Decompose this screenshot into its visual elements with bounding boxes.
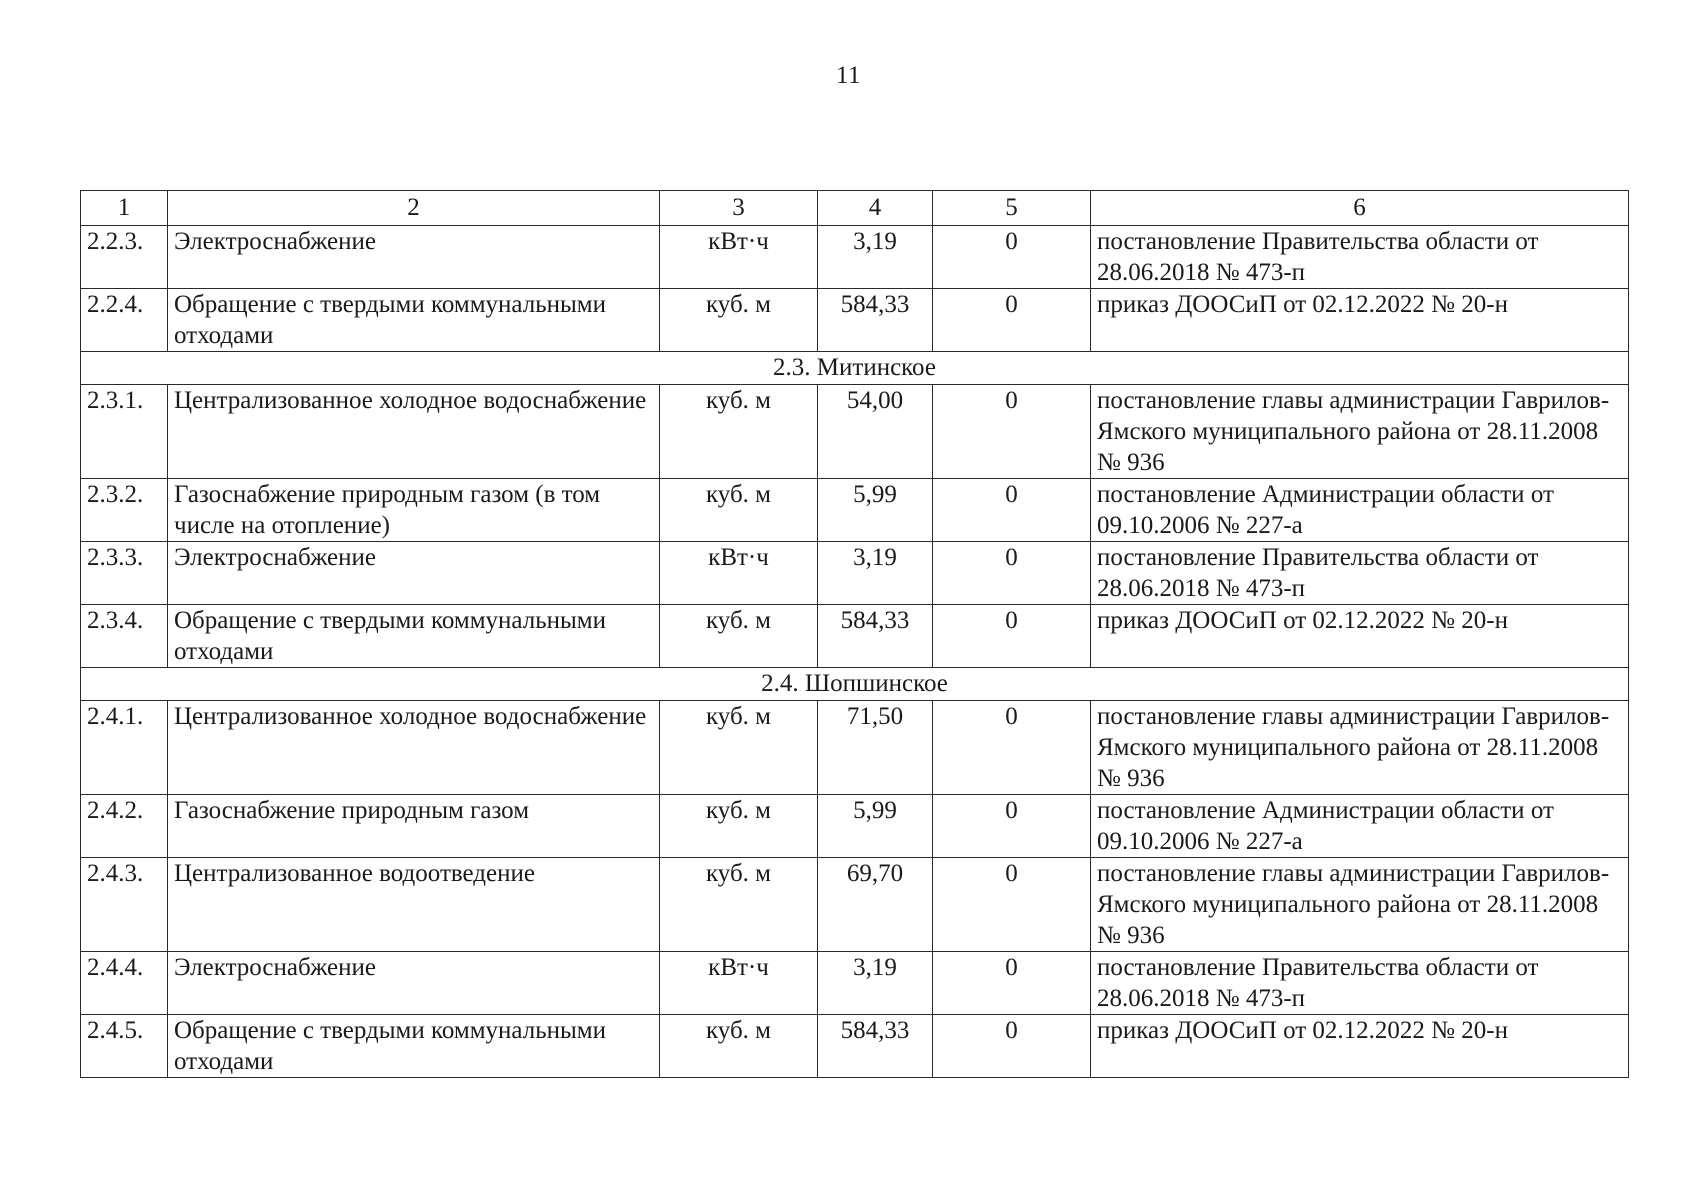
table-row bbox=[81, 542, 1629, 605]
change-cell: 0 bbox=[933, 226, 1091, 289]
legal-basis-cell: постановление Правительства области от 28.06.2018 № 473-п bbox=[1091, 226, 1629, 289]
table-row bbox=[81, 701, 1629, 795]
norm-value-cell: 54,00 bbox=[818, 385, 933, 479]
norm-value-cell: 584,33 bbox=[818, 605, 933, 668]
norm-value-cell: 5,99 bbox=[818, 479, 933, 542]
norm-value-cell: 584,33 bbox=[818, 289, 933, 352]
legal-basis-cell: постановление главы администрации Гаврилов-Ямского муниципального района от 28.11.2008 № 936 bbox=[1091, 385, 1629, 479]
change-cell: 0 bbox=[933, 858, 1091, 952]
norm-value-cell: 5,99 bbox=[818, 795, 933, 858]
table-row bbox=[81, 226, 1629, 289]
change-cell: 0 bbox=[933, 701, 1091, 795]
legal-basis-cell: постановление главы администрации Гаврилов-Ямского муниципального района от 28.11.2008 № 936 bbox=[1091, 701, 1629, 795]
section-header-row bbox=[81, 352, 1629, 385]
row-number-cell: 2.3.3. bbox=[81, 542, 168, 605]
column-number-row bbox=[81, 191, 1629, 226]
unit-cell: куб. м bbox=[660, 479, 818, 542]
row-number-cell: 2.4.5. bbox=[81, 1015, 168, 1078]
change-cell: 0 bbox=[933, 385, 1091, 479]
change-cell: 0 bbox=[933, 542, 1091, 605]
norm-value-cell: 69,70 bbox=[818, 858, 933, 952]
change-cell: 0 bbox=[933, 1015, 1091, 1078]
row-number-cell: 2.4.3. bbox=[81, 858, 168, 952]
table-row bbox=[81, 1015, 1629, 1078]
unit-cell: кВт·ч bbox=[660, 952, 818, 1015]
service-name-cell: Обращение с твердыми коммунальными отходами bbox=[168, 289, 660, 352]
unit-cell: куб. м bbox=[660, 1015, 818, 1078]
change-cell: 0 bbox=[933, 795, 1091, 858]
table-row bbox=[81, 289, 1629, 352]
column-number-cell: 1 bbox=[81, 191, 168, 226]
row-number-cell: 2.3.2. bbox=[81, 479, 168, 542]
row-number-cell: 2.2.4. bbox=[81, 289, 168, 352]
row-number-cell: 2.2.3. bbox=[81, 226, 168, 289]
service-name-cell: Обращение с твердыми коммунальными отходами bbox=[168, 605, 660, 668]
change-cell: 0 bbox=[933, 952, 1091, 1015]
row-number-cell: 2.4.4. bbox=[81, 952, 168, 1015]
legal-basis-cell: постановление Администрации области от 09.10.2006 № 227-а bbox=[1091, 479, 1629, 542]
service-name-cell: Газоснабжение природным газом bbox=[168, 795, 660, 858]
norm-value-cell: 584,33 bbox=[818, 1015, 933, 1078]
unit-cell: кВт·ч bbox=[660, 542, 818, 605]
row-number-cell: 2.4.1. bbox=[81, 701, 168, 795]
section-title: 2.4. Шопшинское bbox=[81, 668, 1629, 701]
table-row bbox=[81, 605, 1629, 668]
legal-basis-cell: приказ ДООСиП от 02.12.2022 № 20-н bbox=[1091, 1015, 1629, 1078]
norm-value-cell: 3,19 bbox=[818, 952, 933, 1015]
column-number-cell: 2 bbox=[168, 191, 660, 226]
table-row bbox=[81, 952, 1629, 1015]
change-cell: 0 bbox=[933, 289, 1091, 352]
service-name-cell: Электроснабжение bbox=[168, 226, 660, 289]
column-number-cell: 6 bbox=[1091, 191, 1629, 226]
service-name-cell: Электроснабжение bbox=[168, 542, 660, 605]
column-number-cell: 5 bbox=[933, 191, 1091, 226]
row-number-cell: 2.3.4. bbox=[81, 605, 168, 668]
page-number: 11 bbox=[835, 62, 862, 89]
unit-cell: куб. м bbox=[660, 605, 818, 668]
unit-cell: куб. м bbox=[660, 795, 818, 858]
legal-basis-cell: постановление Правительства области от 28.06.2018 № 473-п bbox=[1091, 952, 1629, 1015]
section-title: 2.3. Митинское bbox=[81, 352, 1629, 385]
legal-basis-cell: приказ ДООСиП от 02.12.2022 № 20-н bbox=[1091, 605, 1629, 668]
service-name-cell: Централизованное холодное водоснабжение bbox=[168, 701, 660, 795]
unit-cell: кВт·ч bbox=[660, 226, 818, 289]
service-name-cell: Централизованное холодное водоснабжение bbox=[168, 385, 660, 479]
column-number-cell: 3 bbox=[660, 191, 818, 226]
table-row bbox=[81, 858, 1629, 952]
change-cell: 0 bbox=[933, 605, 1091, 668]
unit-cell: куб. м bbox=[660, 289, 818, 352]
legal-basis-cell: постановление главы администрации Гаврилов-Ямского муниципального района от 28.11.2008 № 936 bbox=[1091, 858, 1629, 952]
tariff-table bbox=[80, 190, 1629, 1078]
unit-cell: куб. м bbox=[660, 701, 818, 795]
row-number-cell: 2.4.2. bbox=[81, 795, 168, 858]
service-name-cell: Централизованное водоотведение bbox=[168, 858, 660, 952]
legal-basis-cell: постановление Правительства области от 28.06.2018 № 473-п bbox=[1091, 542, 1629, 605]
table-row bbox=[81, 795, 1629, 858]
column-number-cell: 4 bbox=[818, 191, 933, 226]
section-header-row bbox=[81, 668, 1629, 701]
service-name-cell: Газоснабжение природным газом (в том числе на отопление) bbox=[168, 479, 660, 542]
norm-value-cell: 3,19 bbox=[818, 226, 933, 289]
legal-basis-cell: постановление Администрации области от 09.10.2006 № 227-а bbox=[1091, 795, 1629, 858]
norm-value-cell: 3,19 bbox=[818, 542, 933, 605]
service-name-cell: Обращение с твердыми коммунальными отходами bbox=[168, 1015, 660, 1078]
unit-cell: куб. м bbox=[660, 385, 818, 479]
table-row bbox=[81, 385, 1629, 479]
table-row bbox=[81, 479, 1629, 542]
legal-basis-cell: приказ ДООСиП от 02.12.2022 № 20-н bbox=[1091, 289, 1629, 352]
unit-cell: куб. м bbox=[660, 858, 818, 952]
norm-value-cell: 71,50 bbox=[818, 701, 933, 795]
row-number-cell: 2.3.1. bbox=[81, 385, 168, 479]
service-name-cell: Электроснабжение bbox=[168, 952, 660, 1015]
change-cell: 0 bbox=[933, 479, 1091, 542]
